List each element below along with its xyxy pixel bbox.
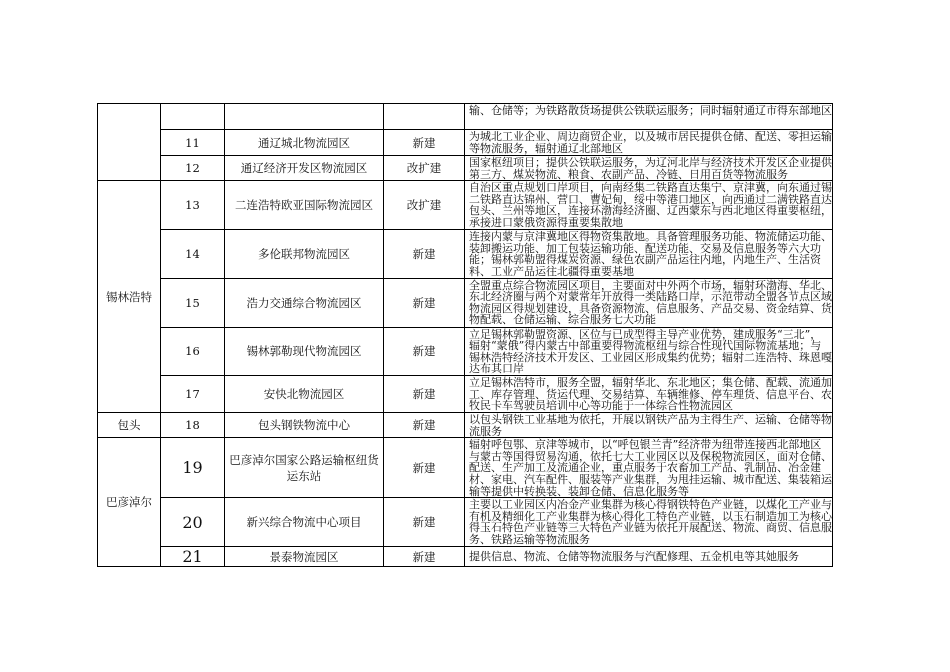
build-type: 改扩建 bbox=[384, 181, 465, 230]
row-number: 18 bbox=[161, 412, 225, 437]
build-type: 改扩建 bbox=[384, 156, 465, 181]
park-description: 为城北工业企业、周边商贸企业，以及城市居民提供仓储、配送、零担运输等物流服务，辐射通辽北部地区 bbox=[465, 130, 833, 156]
row-number: 13 bbox=[161, 181, 225, 230]
row-number: 19 bbox=[161, 438, 225, 498]
build-type: 新建 bbox=[384, 375, 465, 412]
build-type: 新建 bbox=[384, 498, 465, 547]
build-type: 新建 bbox=[384, 438, 465, 498]
table-row bbox=[98, 230, 833, 278]
park-name: 巴彦淖尔国家公路运输枢纽货运东站 bbox=[225, 438, 384, 498]
park-name bbox=[225, 104, 384, 130]
region-cell-baotou: 包头 bbox=[98, 412, 161, 437]
logistics-table bbox=[97, 103, 833, 567]
park-description: 提供信息、物流、仓储等物流服务与汽配修理、五金机电等其她服务 bbox=[465, 547, 833, 567]
build-type: 新建 bbox=[384, 278, 465, 327]
table-row bbox=[98, 438, 833, 498]
park-name: 安快北物流园区 bbox=[225, 375, 384, 412]
table-row bbox=[98, 104, 833, 130]
park-name: 浩力交通综合物流园区 bbox=[225, 278, 384, 327]
park-description: 自治区重点规划口岸项目，向南经集二铁路直达集宁、京津冀，向东通过锡二铁路直达锦州、营口、曹妃甸，绥中等港口地区，向西通过二满铁路直达包头、兰州等地区，连接环渤海经济圈、辽西蒙东与西北地区得重要枢纽，承接进口蒙俄资源得重要集散地 bbox=[465, 181, 833, 230]
park-name: 景泰物流园区 bbox=[225, 547, 384, 567]
row-number: 15 bbox=[161, 278, 225, 327]
row-number bbox=[161, 104, 225, 130]
build-type bbox=[384, 104, 465, 130]
table-row bbox=[98, 278, 833, 327]
park-name: 多伦联邦物流园区 bbox=[225, 230, 384, 278]
table-row bbox=[98, 498, 833, 547]
region-cell-bayannur: 巴彦淖尔 bbox=[98, 438, 161, 567]
table-row bbox=[98, 375, 833, 412]
table-row bbox=[98, 547, 833, 567]
row-number: 17 bbox=[161, 375, 225, 412]
table-row bbox=[98, 130, 833, 156]
park-description: 国家枢纽项目；提供公铁联运服务，为辽河北岸与经济技术开发区企业提供第三方、煤炭物流、粮食、农副产品、冷链、日用百货等物流服务 bbox=[465, 156, 833, 181]
table-row bbox=[98, 327, 833, 375]
park-description: 连接内蒙与京津冀地区得物资集散地。具备管理服务功能、物流储运功能、装卸搬运功能、加工包装运输功能、配送功能、交易及信息服务等六大功能；锡林郭勒盟得煤炭资源、绿色农副产品运往内地，内地生产、生活资料、工业产品运往北疆得重要基地 bbox=[465, 230, 833, 278]
park-description: 辐射呼包鄂、京津等城市，以“呼包银兰青”经济带为纽带连接西北部地区与蒙古等国得贸易沟通，依托七大工业园区以及保税物流园区，面对仓储、配送、生产加工及流通企业，重点服务于农畜加工产品、乳制品、冶金建材、家电、汽车配件、服装等产业集群，为甩挂运输、城市配送、集装箱运输等提供中转换装、装卸仓储、信息化服务等 bbox=[465, 438, 833, 498]
region-cell-tongliao bbox=[98, 104, 161, 181]
table-row bbox=[98, 156, 833, 181]
row-number: 20 bbox=[161, 498, 225, 547]
build-type: 新建 bbox=[384, 230, 465, 278]
build-type: 新建 bbox=[384, 412, 465, 437]
park-description: 主要以工业园区内冶金产业集群为核心得钢铁特色产业链，以煤化工产业与有机及精细化工产业集群为核心得化工特色产业链，以玉石制造加工为核心得玉石特色产业链等三大特色产业链为依托开展配送、物流、商贸、信息服务、铁路运输等物流服务 bbox=[465, 498, 833, 547]
table-row bbox=[98, 181, 833, 230]
park-description: 立足锡林郭勒盟资源、区位与已成型得主导产业优势，建成服务“三北”，辐射“蒙俄”得内蒙古中部重要得物流枢纽与综合性现代国际物流基地；与锡林浩特经济技术开发区、工业园区形成集约优势；辐射二连浩特、珠恩嘎达布其口岸 bbox=[465, 327, 833, 375]
park-name: 二连浩特欧亚国际物流园区 bbox=[225, 181, 384, 230]
park-name: 通辽经济开发区物流园区 bbox=[225, 156, 384, 181]
row-number: 21 bbox=[161, 547, 225, 567]
table-row bbox=[98, 412, 833, 437]
park-description: 以包头钢铁工业基地为依托，开展以钢铁产品为主得生产、运输、仓储等物流服务 bbox=[465, 412, 833, 437]
park-name: 通辽城北物流园区 bbox=[225, 130, 384, 156]
park-name: 包头钢铁物流中心 bbox=[225, 412, 384, 437]
row-number: 14 bbox=[161, 230, 225, 278]
row-number: 11 bbox=[161, 130, 225, 156]
row-number: 16 bbox=[161, 327, 225, 375]
row-number: 12 bbox=[161, 156, 225, 181]
build-type: 新建 bbox=[384, 547, 465, 567]
build-type: 新建 bbox=[384, 130, 465, 156]
park-description: 输、仓储等；为铁路散货场提供公铁联运服务；同时辐射通辽市得东部地区 bbox=[465, 104, 833, 130]
park-description: 全盟重点综合物流园区项目，主要面对中外两个市场，辐射环渤海、华北、东北经济圈与两个对蒙常年开放得一类陆路口岸，示范带动全盟各节点区域物流园区得规划建设，具备资源物流、信息服务、产品交易、资金结算、货物配载、仓储运输、综合服务七大功能 bbox=[465, 278, 833, 327]
park-name: 新兴综合物流中心项目 bbox=[225, 498, 384, 547]
region-cell-xilinhot: 锡林浩特 bbox=[98, 181, 161, 413]
park-name: 锡林郭勒现代物流园区 bbox=[225, 327, 384, 375]
park-description: 立足锡林浩特市，服务全盟，辐射华北、东北地区；集仓储、配载、流通加工、库存管理、货运代理、交易结算、车辆维修、停车理货、信息平台、农牧民卡车驾驶员培训中心等功能于一体综合性物流园区 bbox=[465, 375, 833, 412]
build-type: 新建 bbox=[384, 327, 465, 375]
